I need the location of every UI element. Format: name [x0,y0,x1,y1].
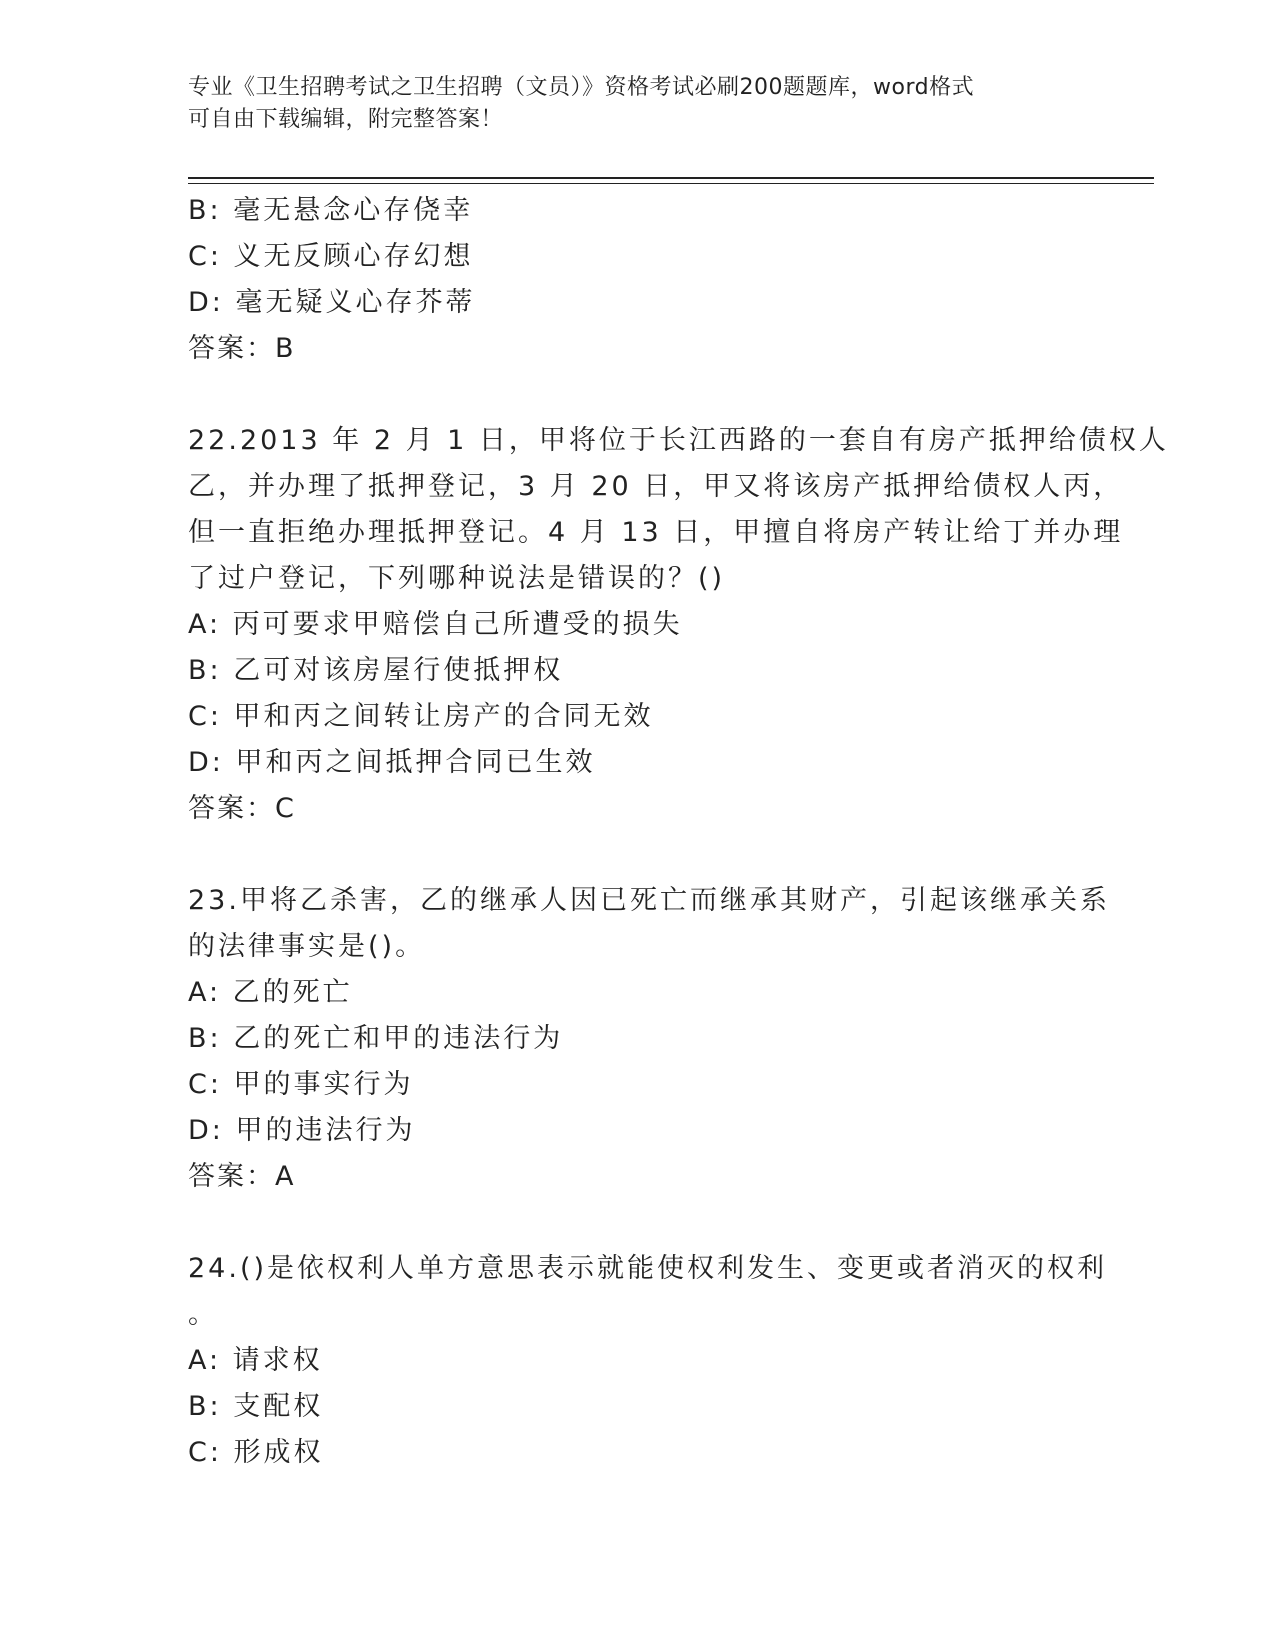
option-b: B: 支配权 [188,1391,324,1422]
option-c: C: 甲和丙之间转让房产的合同无效 [188,701,654,732]
option-c: C: 义无反顾心存幻想 [188,241,474,272]
option-d: D: 甲和丙之间抵押合同已生效 [188,747,596,778]
question-text-line: 22.2013 年 2 月 1 日，甲将位于长江西路的一套自有房产抵押给债权人 [188,425,1169,456]
spacer [188,832,1088,878]
question-text-line: 乙，并办理了抵押登记，3 月 20 日，甲又将该房产抵押给债权人丙， [188,471,1124,502]
option-d: D: 毫无疑义心存芥蒂 [188,287,476,318]
page-header [188,72,1088,136]
answer-line: 答案：A [188,1161,296,1192]
question-24 [188,1246,1108,1476]
option-a: A: 丙可要求甲赔偿自己所遭受的损失 [188,609,683,640]
answer-line: 答案：C [188,793,296,824]
option-c: C: 形成权 [188,1437,324,1468]
option-b: B: 乙的死亡和甲的违法行为 [188,1023,564,1054]
question-23 [188,878,1110,1200]
spacer [188,1200,1088,1246]
question-text-line: 23.甲将乙杀害，乙的继承人因已死亡而继承其财产，引起该继承关系 [188,885,1110,916]
option-a: A: 请求权 [188,1345,323,1376]
question-22 [188,418,1169,832]
option-a: A: 乙的死亡 [188,977,353,1008]
option-b: B: 毫无悬念心存侥幸 [188,195,474,226]
question-text-line: 了过户登记，下列哪种说法是错误的？() [188,563,726,594]
header-line-1: 专业《卫生招聘考试之卫生招聘（文员）》资格考试必刷200题题库，word格式 [188,75,975,100]
question-text-line: 。 [188,1299,218,1330]
answer-line: 答案：B [188,333,296,364]
question-text-line: 但一直拒绝办理抵押登记。4 月 13 日，甲擅自将房产转让给丁并办理 [188,517,1124,548]
prev-question [188,188,1088,372]
question-content [188,188,1169,1476]
option-d: D: 甲的违法行为 [188,1115,416,1146]
spacer [188,372,1088,418]
header-divider-thin [188,183,1154,184]
header-line-2: 可自由下载编辑，附完整答案！ [188,107,504,132]
option-c: C: 甲的事实行为 [188,1069,414,1100]
header-divider-thick [188,177,1154,179]
option-b: B: 乙可对该房屋行使抵押权 [188,655,564,686]
question-text-line: 24.()是依权利人单方意思表示就能使权利发生、变更或者消灭的权利 [188,1253,1108,1284]
question-text-line: 的法律事实是()。 [188,931,426,962]
